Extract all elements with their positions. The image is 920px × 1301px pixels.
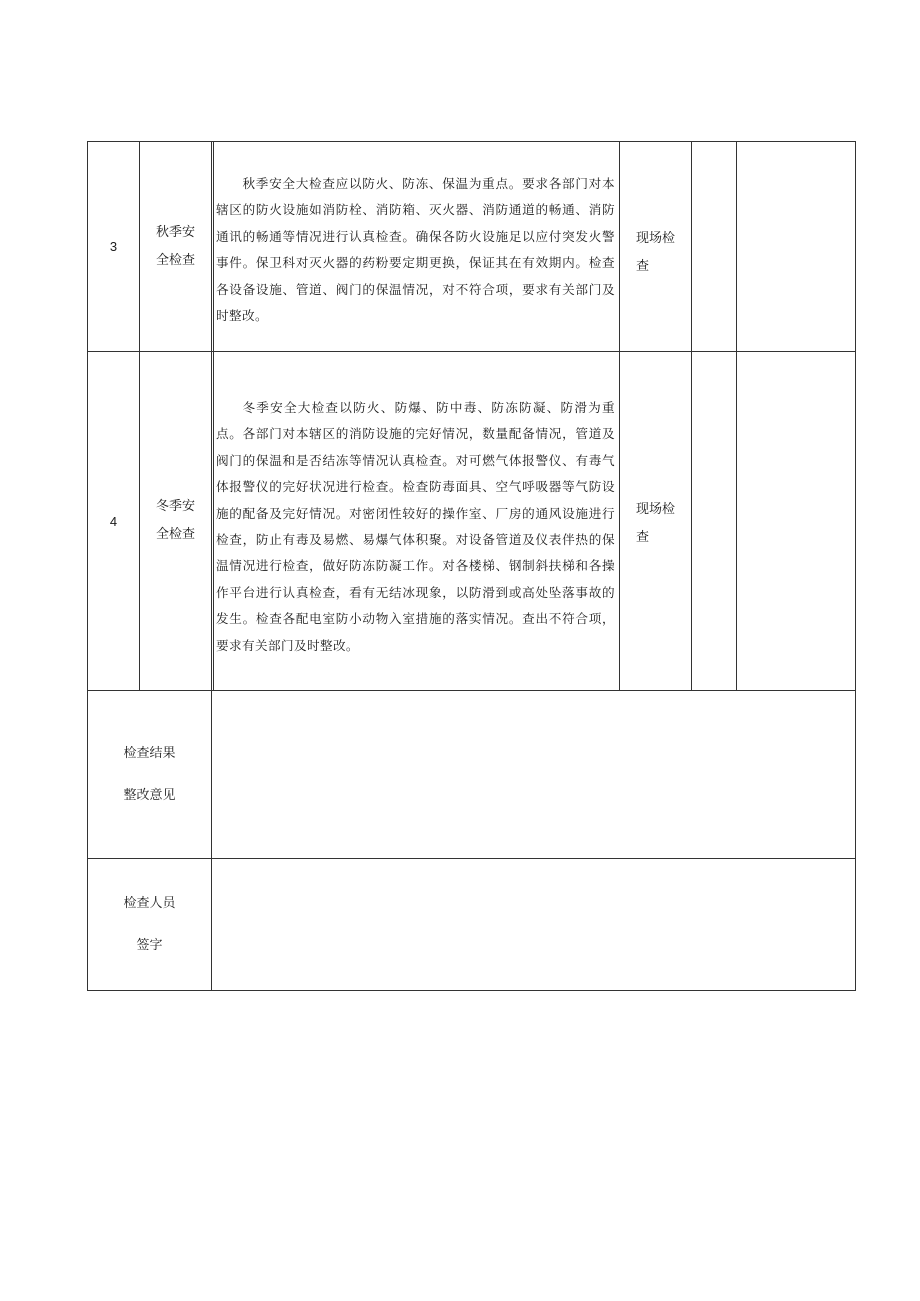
signature-label-line-1: 检查人员 — [123, 896, 176, 911]
result-label-line-2: 整改意见 — [123, 788, 176, 803]
signature-label — [88, 883, 211, 967]
row-4-content: 冬季安全大检查以防火、防爆、防中毒、防冻防凝、防滑为重点。各部门对本辖区的消防设施的完好情况，数量配备情况，管道及阀门的保温和是否结冻等情况认真检查。对可燃气体报警仪、有毒气体报警仪的完好状况进行检查。检查防毒面具、空气呼吸器等气防设施的配备及完好情况。对密闭性较好的操作室、厂房的通风设施进行检查，防止有毒及易燃、易爆气体积聚。对设备管道及仪表伴热的保温情况进行检查，做好防冻防凝工作。对各楼梯、钢制斜扶梯和各操作平台进行认真检查，看有无结冰现象，以防滑到或高处坠落事故的发生。检查各配电室防小动物入室措施的落实情况。查出不符合项，要求有关部门及时整改。 — [216, 400, 615, 653]
col-divider-content — [619, 141, 620, 691]
row-3-number: 3 — [109, 239, 118, 254]
signature-label-line-2: 签字 — [136, 938, 163, 953]
result-content-area[interactable] — [212, 691, 855, 858]
result-label-line-1: 检查结果 — [123, 746, 176, 761]
row-4-method: 现场检 查 — [636, 502, 676, 545]
row-3-method: 现场检 查 — [636, 231, 676, 274]
signature-area[interactable] — [212, 859, 855, 990]
row-4-number: 4 — [109, 513, 118, 529]
row-4-item: 冬季安 全检查 — [155, 499, 195, 542]
col-divider-extra — [736, 141, 737, 691]
row-3-content: 秋季安全大检查应以防火、防冻、保温为重点。要求各部门对本辖区的防火设施如消防栓、消防箱、灭火器、消防通道的畅通、消防通讯的畅通等情况进行认真检查。确保各防火设施足以应付突发火警事件。保卫科对灭火器的药粉要定期更换，保证其在有效期内。检查各设备设施、管道、阀门的保温情况，对不符合项，要求有关部门及时整改。 — [216, 176, 615, 324]
col-divider-method — [691, 141, 692, 691]
result-label — [88, 733, 211, 817]
row-3-item: 秋季安 全检查 — [155, 224, 195, 268]
